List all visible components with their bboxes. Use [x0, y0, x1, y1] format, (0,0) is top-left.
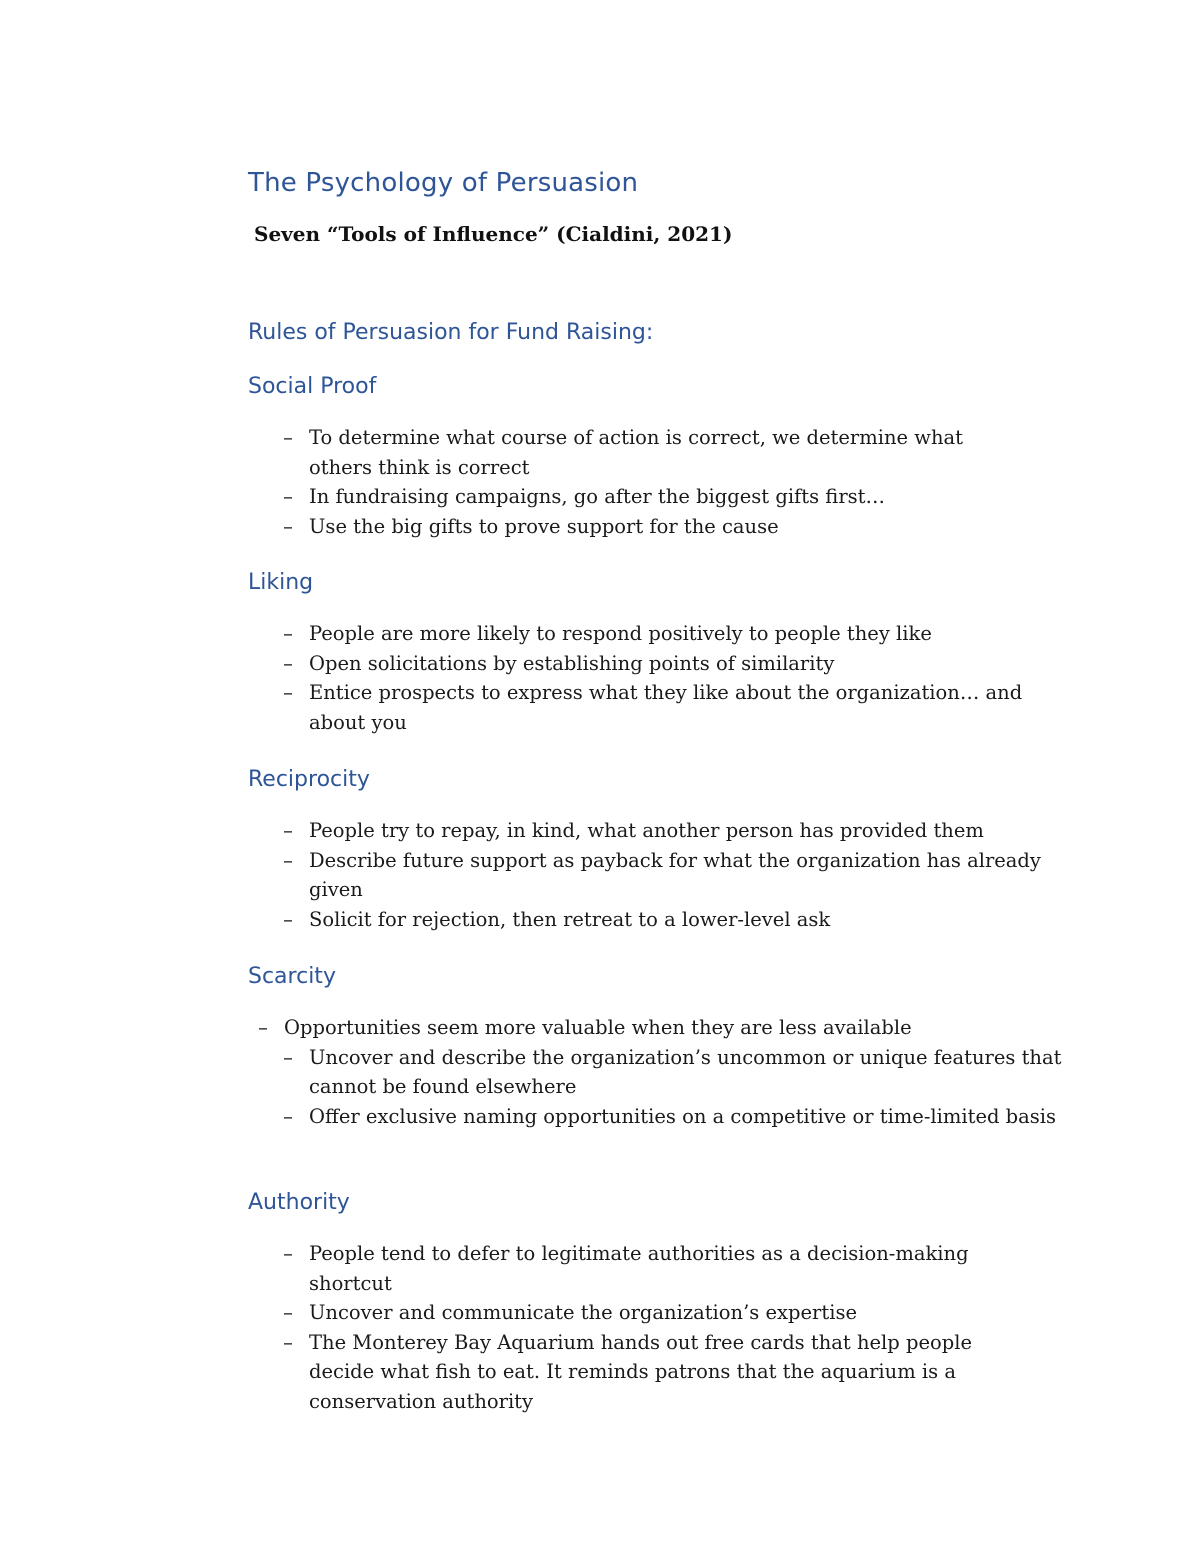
list-item-text: People are more likely to respond positively to people they like	[309, 622, 932, 645]
dash-bullet-icon: –	[283, 819, 293, 842]
dash-bullet-icon: –	[283, 1045, 293, 1069]
list-item-text: Opportunities seem more valuable when they are less available	[284, 1016, 912, 1039]
list-item-text: The Monterey Bay Aquarium hands out free cards that help people decide what fish to eat. It reminds patrons that the aquarium is a conservation authority	[309, 1330, 972, 1413]
section-heading: Liking	[248, 570, 314, 595]
list-item	[248, 816, 1048, 846]
list-item-text: To determine what course of action is correct, we determine what others think is correct	[309, 426, 963, 479]
dash-bullet-icon: –	[283, 907, 293, 931]
list-item-text: Describe future support as payback for what the organization has already given	[309, 848, 1041, 901]
dash-bullet-icon: –	[283, 485, 293, 508]
bullet-list	[248, 1239, 1028, 1416]
list-item	[248, 1239, 1028, 1298]
section-liking	[248, 568, 1038, 737]
list-item	[248, 649, 1038, 679]
list-item-text: Offer exclusive naming opportunities on a competitive or time-limited basis	[309, 1104, 1057, 1128]
section-heading: Authority	[248, 1190, 350, 1215]
list-item	[248, 846, 1048, 905]
dash-bullet-icon: –	[283, 848, 293, 872]
list-item	[248, 678, 1038, 737]
bullet-list	[248, 1013, 1068, 1131]
section-heading: Reciprocity	[248, 767, 370, 792]
list-item-text: Entice prospects to express what they like about the organization… and about you	[309, 681, 1023, 734]
list-item	[248, 512, 1008, 542]
dash-bullet-icon: –	[283, 514, 293, 538]
section-heading: Social Proof	[248, 374, 377, 399]
list-item-text: Uncover and communicate the organization’s expertise	[309, 1301, 857, 1324]
dash-bullet-icon: –	[283, 1301, 293, 1324]
list-item-text: Open solicitations by establishing points of similarity	[309, 651, 835, 675]
list-item	[248, 1043, 1068, 1102]
dash-bullet-icon: –	[283, 681, 293, 704]
list-item-text: Use the big gifts to prove support for the cause	[309, 514, 779, 538]
section-social-proof	[248, 372, 1008, 541]
document-title: The Psychology of Persuasion	[248, 168, 639, 198]
list-item	[248, 1102, 1068, 1132]
list-item-text: People try to repay, in kind, what another person has provided them	[309, 819, 984, 842]
section-authority	[248, 1188, 1028, 1416]
section-heading: Scarcity	[248, 964, 336, 989]
list-item	[248, 1328, 1028, 1417]
dash-bullet-icon: –	[283, 426, 293, 449]
document-subtitle: Seven “Tools of Influence” (Cialdini, 2021)	[254, 222, 733, 246]
section-reciprocity	[248, 765, 1048, 934]
dash-bullet-icon: –	[283, 651, 293, 675]
dash-bullet-icon: –	[283, 622, 293, 645]
list-item-text: Solicit for rejection, then retreat to a lower-level ask	[309, 907, 831, 931]
list-item	[248, 905, 1048, 935]
dash-bullet-icon: –	[283, 1104, 293, 1128]
list-item	[248, 619, 1038, 649]
section-scarcity	[248, 962, 1068, 1131]
bullet-list	[248, 423, 1008, 541]
list-item	[248, 1298, 1028, 1328]
dash-bullet-icon: –	[283, 1330, 293, 1354]
list-item	[248, 482, 1008, 512]
bullet-list	[248, 619, 1038, 737]
bullet-list	[248, 816, 1048, 934]
dash-bullet-icon: –	[258, 1016, 268, 1039]
list-item-text: People tend to defer to legitimate authorities as a decision-making shortcut	[309, 1242, 969, 1295]
list-item-text: Uncover and describe the organization’s uncommon or unique features that cannot be found elsewhere	[309, 1045, 1062, 1098]
list-item-text: In fundraising campaigns, go after the biggest gifts first…	[309, 485, 885, 508]
list-item	[248, 423, 1008, 482]
rules-heading: Rules of Persuasion for Fund Raising:	[248, 320, 654, 345]
dash-bullet-icon: –	[283, 1242, 293, 1265]
list-item	[248, 1013, 1068, 1043]
